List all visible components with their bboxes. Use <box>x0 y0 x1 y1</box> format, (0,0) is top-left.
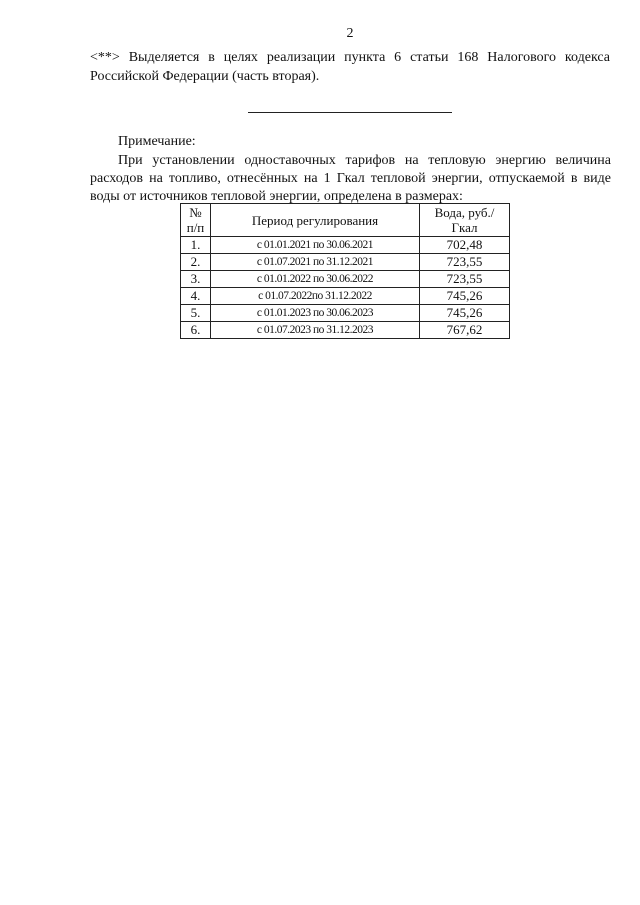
row-number: 1. <box>181 237 211 254</box>
header-number: № п/п <box>181 204 211 237</box>
header-price: Вода, руб./Гкал <box>420 204 510 237</box>
table-row <box>181 237 510 254</box>
row-number: 3. <box>181 271 211 288</box>
row-price: 767,62 <box>420 322 510 339</box>
row-period: с 01.07.2023 по 31.12.2023 <box>211 322 420 339</box>
table-row <box>181 254 510 271</box>
table-row <box>181 322 510 339</box>
table-row <box>181 271 510 288</box>
row-number: 4. <box>181 288 211 305</box>
note-body: При установлении одноставочных тарифов на тепловую энергию величина расходов на топливо, отнесённых на 1 Гкал тепловой энергии, отпускаемой в виде воды от источников тепловой энергии, определена в размерах: <box>90 153 611 204</box>
row-period: с 01.07.2022по 31.12.2022 <box>211 288 420 305</box>
row-price: 745,26 <box>420 305 510 322</box>
row-price: 723,55 <box>420 271 510 288</box>
row-price: 723,55 <box>420 254 510 271</box>
note-title: Примечание: <box>118 134 196 149</box>
page-number: 2 <box>346 26 354 41</box>
table-header-row <box>181 204 510 237</box>
row-price: 745,26 <box>420 288 510 305</box>
row-number: 5. <box>181 305 211 322</box>
row-price: 702,48 <box>420 237 510 254</box>
separator-line <box>248 112 452 113</box>
footnote-text: <**> Выделяется в целях реализации пункта 6 статьи 168 Налогового кодекса Российской Федерации (часть вторая). <box>90 50 610 84</box>
header-period: Период регулирования <box>211 204 420 237</box>
row-period: с 01.01.2021 по 30.06.2021 <box>211 237 420 254</box>
row-period: с 01.01.2022 по 30.06.2022 <box>211 271 420 288</box>
tariff-table <box>180 203 510 339</box>
row-number: 2. <box>181 254 211 271</box>
table-row <box>181 305 510 322</box>
row-period: с 01.01.2023 по 30.06.2023 <box>211 305 420 322</box>
row-period: с 01.07.2021 по 31.12.2021 <box>211 254 420 271</box>
row-number: 6. <box>181 322 211 339</box>
table-row <box>181 288 510 305</box>
